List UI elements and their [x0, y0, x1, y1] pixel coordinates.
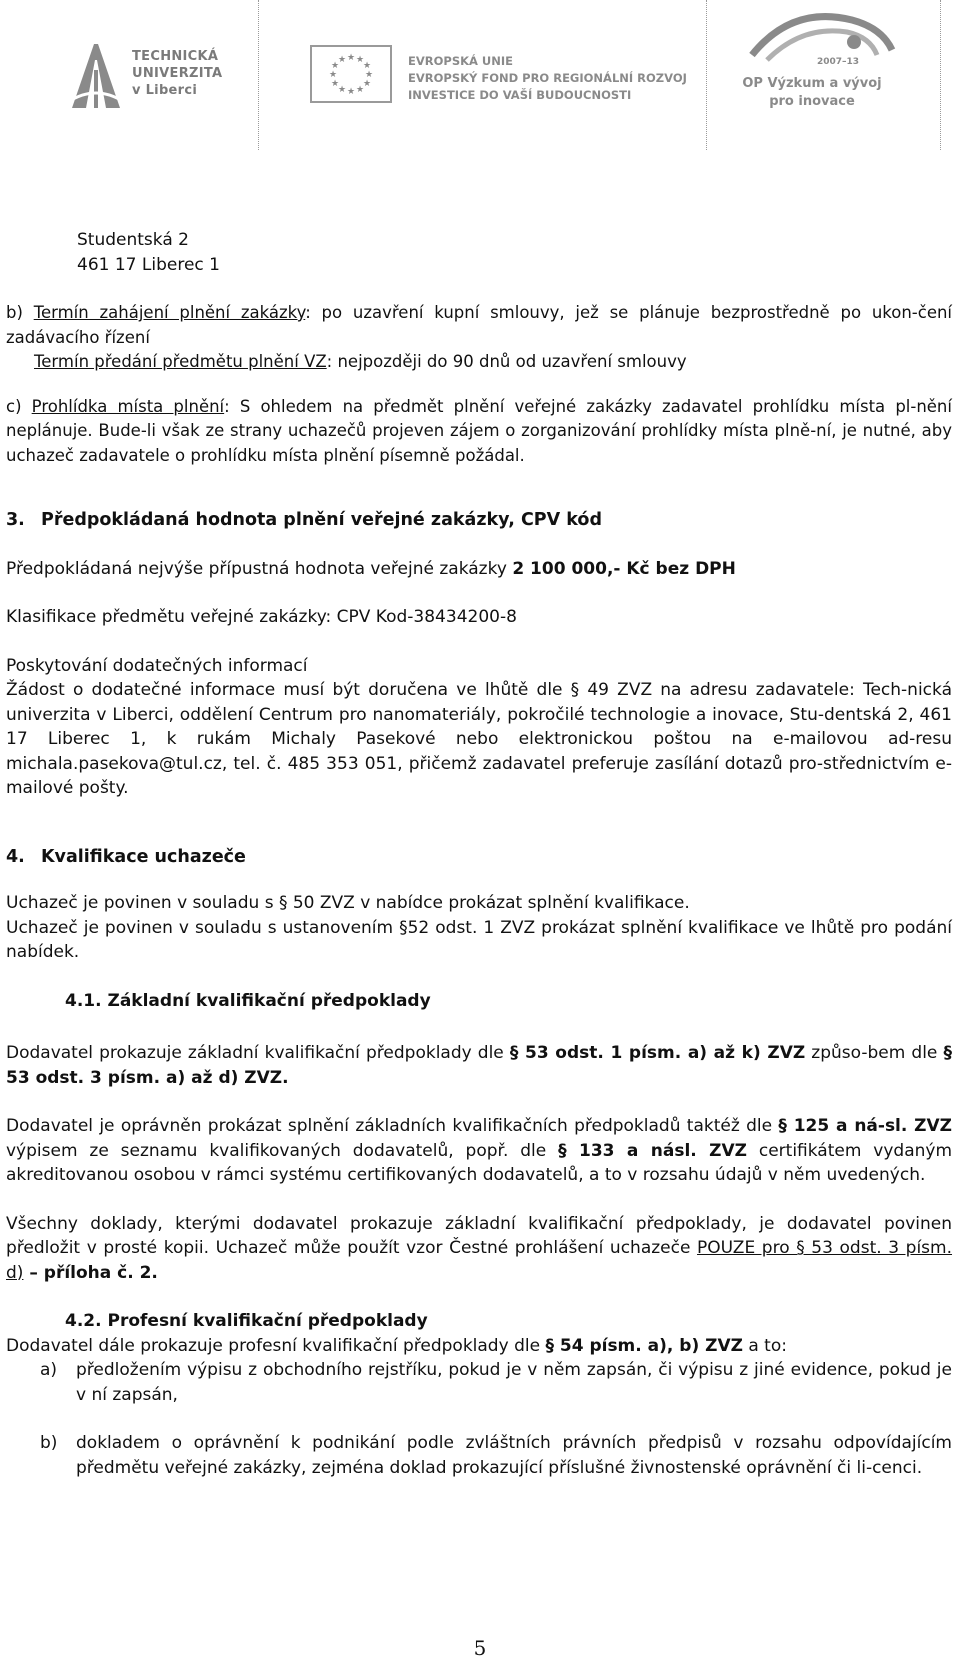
- section-4-heading: 4. Kvalifikace uchazeče: [6, 846, 246, 867]
- page-header: [0, 0, 960, 150]
- term-delivery-label: Termín předání předmětu plnění VZ: [34, 352, 327, 371]
- address-line: Studentská 2: [77, 230, 189, 250]
- header-divider: [706, 0, 708, 150]
- page-number: 5: [473, 1636, 487, 1660]
- term-delivery-paragraph: Termín předání předmětu plnění VZ: nejpozději do 90 dnů od uzavření smlouvy: [34, 352, 687, 371]
- header-divider: [940, 0, 942, 150]
- term-start-label: Termín zahájení plnění zakázky: [33, 303, 306, 322]
- estimated-value: Předpokládaná nejvýše přípustná hodnota veřejné zakázky 2 100 000,- Kč bez DPH: [6, 558, 736, 579]
- op-year: 2007–13: [817, 57, 860, 67]
- qualification-paragraph: Uchazeč je povinen v souladu s § 50 ZVZ v nabídce prokázat splnění kvalifikace.: [6, 893, 690, 913]
- eu-logo-text: EVROPSKÁ UNIE EVROPSKÝ FOND PRO REGIONÁLNÍ ROZVOJ INVESTICE DO VAŠÍ BUDOUCNOSTI: [408, 54, 687, 102]
- term-start-paragraph: b) Termín zahájení plnění zakázky: po uzavření kupní smlouvy, jež se plánuje bezprostředně po ukon-čení zadávacího řízení: [6, 303, 953, 347]
- svg-text:★: ★: [362, 61, 372, 71]
- cpv-classification: Klasifikace předmětu veřejné zakázky: CPV Kod-38434200-8: [6, 607, 517, 627]
- section-4-1-heading: 4.1. Základní kvalifikační předpoklady: [65, 990, 431, 1011]
- address-block: [6, 228, 952, 277]
- svg-text:★: ★: [337, 55, 347, 65]
- svg-text:★: ★: [346, 87, 356, 97]
- qualification-paragraph: Uchazeč je povinen v souladu s ustanovením §52 odst. 1 ZVZ prokázat splnění kvalifikace ve lhůtě pro podání nabídek.: [6, 917, 952, 962]
- basic-qualification-paragraph: Všechny doklady, kterými dodavatel prokazuje základní kvalifikační předpoklady, je dodavatel povinen předložit v prosté kopii. Uchazeč může použít vzor Čestné prohlášení uchazeče POUZE pro § 53 odst. 3 písm. d) – příloha č. 2.: [6, 1213, 953, 1283]
- op-vavpi-logo: [732, 10, 932, 120]
- list-item: b) dokladem o oprávnění k podnikání podle zvláštních právních předpisů v rozsahu odpovídajícím předmětu veřejné zakázky, zejména doklad prokazující příslušné živnostenské oprávnění či li-cenci.: [40, 1433, 952, 1478]
- svg-text:★: ★: [346, 53, 356, 63]
- svg-text:★: ★: [330, 79, 340, 89]
- tul-logo-text: TECHNICKÁ UNIVERZITA v Liberci: [132, 49, 223, 98]
- svg-text:★: ★: [337, 85, 347, 95]
- svg-text:★: ★: [364, 70, 374, 80]
- eu-logo: [310, 45, 687, 115]
- svg-text:★: ★: [328, 70, 338, 80]
- section-4-2-heading: 4.2. Profesní kvalifikační předpoklady: [65, 1311, 428, 1331]
- section-c: c) Prohlídka místa plnění: S ohledem na předmět plnění veřejné zakázky zadavatel prohlídku místa pl-nění neplánuje. Bude-li však ze strany uchazečů projeven zájem o zorganizování prohlídky místa plně-ní, je nutné, aby uchazeč zadavatele o prohlídku místa plnění písemně požádal.: [6, 396, 952, 465]
- additional-info-title: Poskytování dodatečných informací: [6, 655, 308, 676]
- section-b: [6, 301, 952, 375]
- section-3-heading: 3. Předpokládaná hodnota plnění veřejné zakázky, CPV kód: [6, 510, 602, 530]
- document-body: [6, 228, 952, 1480]
- op-logo-text: OP Výzkum a vývoj pro inovace: [742, 76, 882, 109]
- professional-qualification-intro: Dodavatel dále prokazuje profesní kvalifikační předpoklady dle § 54 písm. a), b) ZVZ a to:: [6, 1335, 787, 1356]
- pouze-link: POUZE pro § 53 odst. 3 písm. d): [6, 1238, 953, 1283]
- svg-text:★: ★: [355, 55, 365, 65]
- tul-logo: [68, 40, 223, 110]
- svg-text:★: ★: [355, 85, 365, 95]
- eu-flag-icon: [310, 45, 392, 103]
- site-visit-label: Prohlídka místa plnění: [31, 396, 225, 416]
- address-line: 461 17 Liberec 1: [77, 254, 220, 275]
- basic-qualification-paragraph: Dodavatel prokazuje základní kvalifikační předpoklady dle § 53 odst. 1 písm. a) až k) ZVZ způso-bem dle § 53 odst. 3 písm. a) až d) ZVZ.: [6, 1043, 952, 1088]
- svg-text:★: ★: [362, 79, 372, 89]
- svg-text:★: ★: [330, 61, 340, 71]
- basic-qualification-paragraph: Dodavatel je oprávněn prokázat splnění základních kvalifikačních předpokladů taktéž dle § 125 a ná-sl. ZVZ výpisem ze seznamu kvalifikovaných dodavatelů, popř. dle § 133 a násl. ZVZ certifikátem vydaným akreditovanou osobou v rámci systému certifikovaných dodavatelů, a to v rozsahu údajů v něm uvedených.: [6, 1116, 953, 1185]
- additional-info-text: Žádost o dodatečné informace musí být doručena ve lhůtě dle § 49 ZVZ na adresu zadavatele: Tech-nická univerzita v Liberci, oddělení Centrum pro nanomateriály, pokročilé technologie a inovace, Stu-dentská 2, 461 17 Liberec 1, k rukám Michaly Pasekové nebo elektronickou poštou na e-mailovou ad-resu michala.pasekova@tul.cz, tel. č. 485 353 051, přičemž zadavatel preferuje zasílání dotazů pro-střednictvím e-mailové pošty.: [6, 680, 952, 798]
- list-item: a) předložením výpisu z obchodního rejstříku, pokud je v něm zapsán, či výpisu z jiné evidence, pokud je v ní zapsán,: [40, 1360, 952, 1405]
- tul-emblem-icon: [68, 40, 124, 110]
- header-divider: [258, 0, 260, 150]
